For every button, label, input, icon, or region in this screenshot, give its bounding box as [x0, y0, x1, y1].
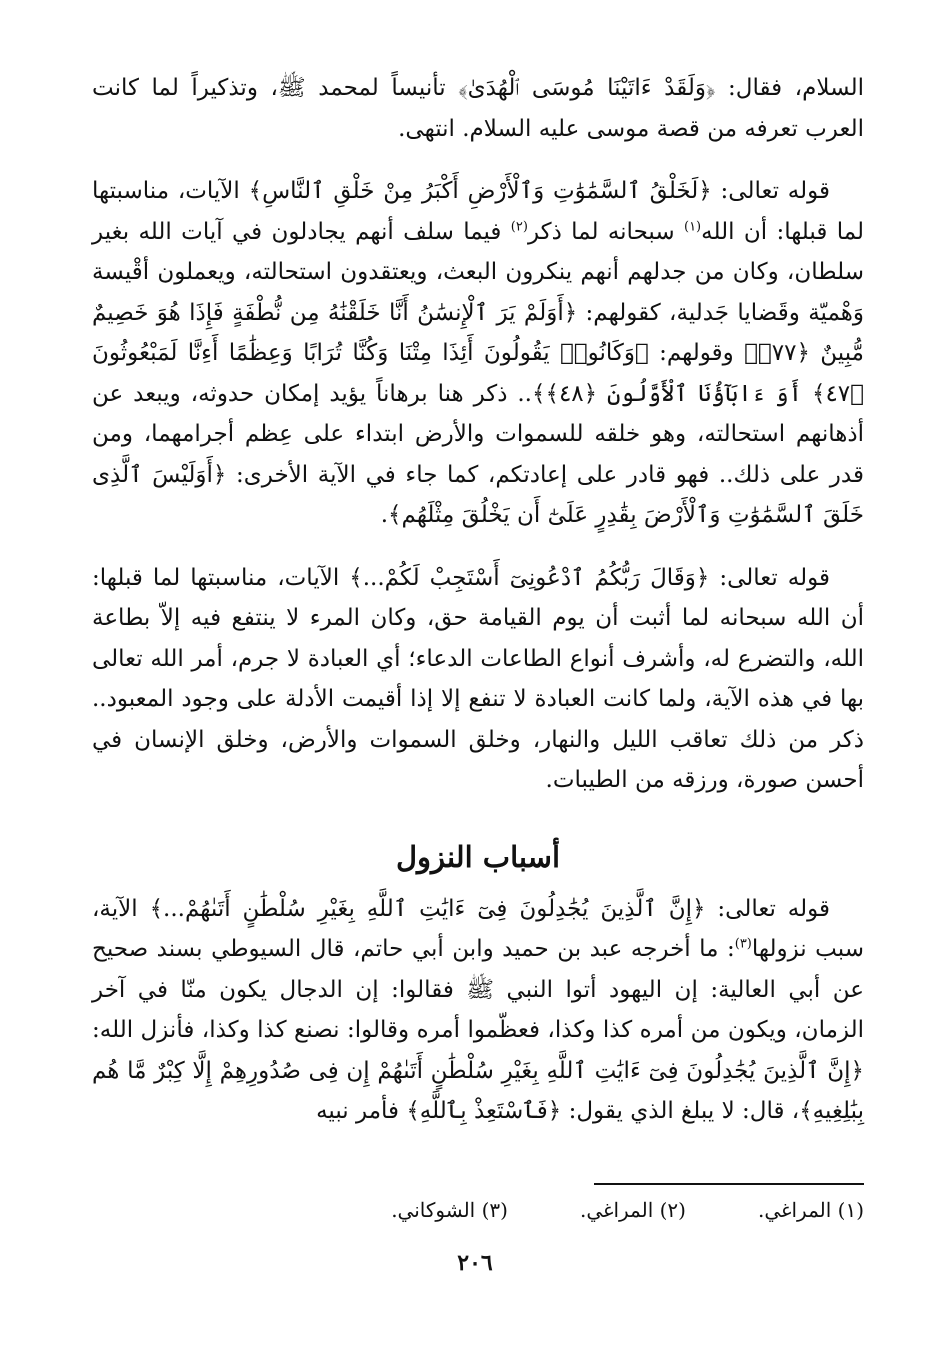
paragraph-3 — [92, 558, 864, 801]
footnotes — [344, 1196, 864, 1224]
footnote-marker-2[interactable]: (٢) — [510, 218, 528, 234]
footnote-1: (١) المراغي. — [757, 1198, 864, 1222]
paragraph-2 — [92, 171, 864, 536]
footnote-marker-3[interactable]: (٣) — [734, 936, 752, 952]
paragraph-4 — [92, 889, 864, 1132]
footnote-3: (٣) الشوكاني. — [391, 1198, 508, 1222]
paragraph-2-text-b: سبحانه لما ذكر — [527, 218, 675, 245]
paragraph-4-text-a: قوله تعالى: ﴿إِنَّ ٱلَّذِينَ يُجَٰدِلُونَ فِىٓ ءَايَٰتِ ٱللَّهِ بِغَيْرِ سُلْطَٰنٍ أَتَىٰهُمْ...﴾ الآية، سبب نزولها — [92, 895, 864, 962]
page-body — [92, 68, 864, 1132]
paragraph-1-text: السلام، فقال: ﴿وَلَقَدْ ءَاتَيْنَا مُوسَى ٱلْهُدَىٰ﴾ تأنيساً لمحمد ﷺ، وتذكيراً لما كانت العرب تعرفه من قصة موسى عليه السلام. انتهى. — [92, 75, 864, 142]
footnote-marker-1[interactable]: (١) — [683, 218, 702, 234]
footnote-divider — [594, 1183, 864, 1185]
paragraph-4-text-b: : ما أخرجه عبد بن حميد وابن أبي حاتم، قال السيوطي بسند صحيح عن أبي العالية: إن اليهود أتوا النبي ﷺ فقالوا: إن الدجال يكون منّا في آخر الزمان، ويكون من أمره كذا وكذا، فعظّموا أمره وقالوا: نصنع كذا وكذا، فأنزل الله: ﴿إِنَّ ٱلَّذِينَ يُجَٰدِلُونَ فِىٓ ءَايَٰتِ ٱللَّهِ بِغَيْرِ سُلْطَٰنٍ أَتَىٰهُمْ إِن فِى صُدُورِهِمْ إِلَّا كِبْرٌ مَّا هُم بِبَٰلِغِيهِ﴾، قال: لا يبلغ الذي يقول: ﴿فَٱسْتَعِذْ بِٱللَّهِ﴾ فأمر نبيه — [92, 936, 864, 1124]
paragraph-1 — [92, 68, 864, 149]
paragraph-3-text: قوله تعالى: ﴿وَقَالَ رَبُّكُمُ ٱدْعُونِىٓ أَسْتَجِبْ لَكُمْ...﴾ الآيات، مناسبتها لما قبلها: أن الله سبحانه لما أثبت أن يوم القيامة حق، وكان المرء لا ينتفع فيه إلاّ بطاعة الله، والتضرع له، وأشرف أنواع الطاعات الدعاء؛ أي العبادة لا جرم، أمر الله تعالى بها في هذه الآية، ولما كانت العبادة لا تنفع إلا إذا أقيمت الأدلة على وجود المعبود.. ذكر من ذلك تعاقب الليل والنهار، وخلق السموات والأرض، وخلق الإنسان في أحسن صورة، ورزقه من الطيبات. — [92, 564, 864, 793]
paragraph-2-text-a: قوله تعالى: ﴿لَخَلْقُ ٱلسَّمَٰوَٰتِ وَٱلْأَرْضِ أَكْبَرُ مِنْ خَلْقِ ٱلنَّاسِ﴾ الآيات، مناسبتها لما قبلها: أن الله — [92, 178, 865, 245]
footnote-2: (٢) المراغي. — [579, 1198, 686, 1222]
paragraph-2-text-c: فيما سلف أنهم يجادلون في آيات الله بغير سلطان، وكان من جدلهم أنهم ينكرون البعث، ويعتقدون استحالته، ويعملون أقْيسة وَهْميّة وقَضايا جَدلية، كقولهم: ﴿أَوَلَمْ يَرَ ٱلْإِنسَٰنُ أَنَّا خَلَقْنَٰهُ مِن نُّطْفَةٍ فَإِذَا هُوَ خَصِيمٌ مُّبِينٌ ﴿٧٧﴾﴾ وقولهم: ﴿وَكَانُوا۟ يَقُولُونَ أَئِذَا مِتْنَا وَكُنَّا تُرَابًا وَعِظَٰمًا أَءِنَّا لَمَبْعُوثُونَ ﴿٤٧﴾ أَوَ ءَابَآؤُنَا ٱلْأَوَّلُونَ ﴿٤٨﴾﴾.. ذكر هنا برهاناً يؤيد إمكان حدوثه، ويبعد عن أذهانهم استحالته، وهو خلقه للسموات والأرض ابتداء على عِظم أجرامهما، ومن قدر على ذلك.. فهو قادر على إعادتكم، كما جاء في الآية الأخرى: ﴿أَوَلَيْسَ ٱلَّذِى خَلَقَ ٱلسَّمَٰوَٰتِ وَٱلْأَرْضَ بِقَٰدِرٍ عَلَىٰٓ أَن يَخْلُقَ مِثْلَهُم﴾. — [92, 218, 864, 528]
page-number: ٢٠٦ — [457, 1250, 493, 1276]
section-heading: أسباب النزول — [395, 839, 561, 874]
